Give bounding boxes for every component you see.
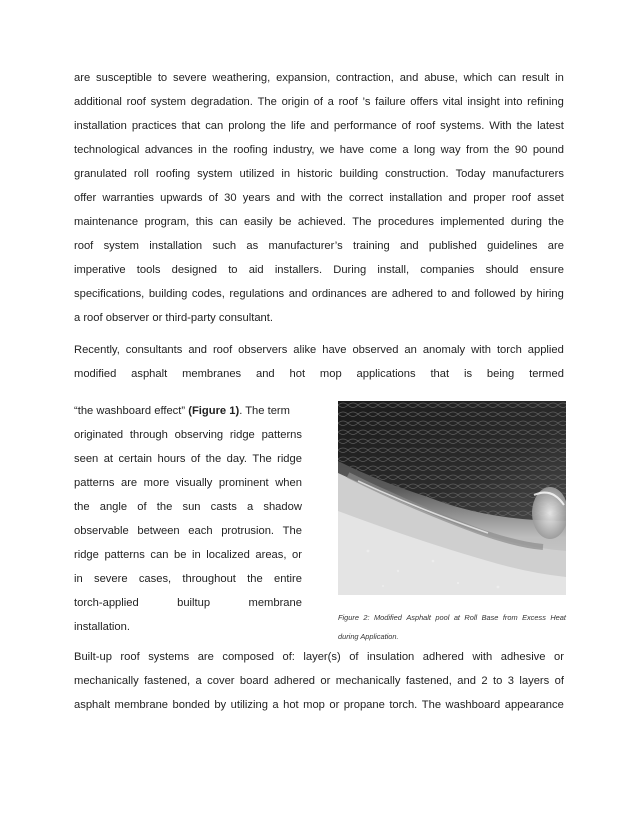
paragraph-line: in severe cases, throughout the entire (74, 573, 302, 585)
paragraph-line: mechanically fastened, a cover board adhered or mechanically fastened, and 2 to 3 layers of (74, 675, 564, 687)
paragraph-line (74, 399, 302, 423)
paragraph-line: originated through observing ridge patterns (74, 429, 302, 441)
intro-paragraph (74, 66, 564, 330)
paragraph-line: patterns are more visually prominent when (74, 477, 302, 489)
paragraph-line: torch-applied builtup membrane (74, 597, 302, 609)
paragraph-line: seen at certain hours of the day. The ridge (74, 453, 302, 465)
paragraph-line: Built-up roof systems are composed of: layer(s) of insulation adhered with adhesive or (74, 651, 564, 663)
figure-photo-asphalt-pool (338, 401, 566, 595)
paragraph-line: are susceptible to severe weathering, expansion, contraction, and abuse, which can result in (74, 72, 564, 84)
builtup-paragraph (74, 645, 564, 717)
paragraph-line: the angle of the sun casts a shadow (74, 501, 302, 513)
paragraph-line: modified asphalt membranes and hot mop applications that is being termed (74, 368, 564, 380)
paragraph-line: a roof observer or third-party consultant. (74, 312, 273, 324)
washboard-term-text: “the washboard effect” (74, 405, 186, 417)
washboard-term-tail: . The term (239, 405, 290, 417)
paragraph-line: observable between each protrusion. The (74, 525, 302, 537)
paragraph-line: granulated roll roofing system utilized in historic building construction. Today manufacturers (74, 168, 564, 180)
paragraph-line: installation practices that can prolong the life and performance of roof systems. With the latest (74, 120, 564, 132)
paragraph-line: roof system installation such as manufacturer’s training and published guidelines are (74, 240, 564, 252)
washboard-paragraph (74, 399, 302, 639)
recently-paragraph (74, 338, 564, 386)
figure-caption (338, 608, 566, 646)
caption-line: during Application. (338, 632, 399, 641)
paragraph-line: asphalt membrane bonded by utilizing a hot mop or propane torch. The washboard appearance (74, 699, 564, 711)
paragraph-line: Recently, consultants and roof observers alike have observed an anomaly with torch applied (74, 344, 564, 356)
paragraph-line: offer warranties upwards of 30 years and with the correct installation and proper roof asset (74, 192, 564, 204)
paragraph-line: additional roof system degradation. The origin of a roof ’s failure offers vital insight into refining (74, 96, 564, 108)
paragraph-line: technological advances in the roofing industry, we have come a long way from the 90 pound (74, 144, 564, 156)
washboard-lines (74, 423, 302, 639)
paragraph-line: ridge patterns can be in localized areas, or (74, 549, 302, 561)
paragraph-line: specifications, building codes, regulations and ordinances are adhered to and followed by hiring (74, 288, 564, 300)
paragraph-line: imperative tools designed to aid installers. During install, companies should ensure (74, 264, 564, 276)
figure-reference: (Figure 1) (188, 405, 240, 417)
paragraph-line: maintenance program, this can easily be achieved. The procedures implemented during the (74, 216, 564, 228)
paragraph-line: installation. (74, 621, 130, 633)
caption-line: Figure 2: Modified Asphalt pool at Roll Base from Excess Heat (338, 613, 566, 622)
asphalt-roll-photo (338, 401, 566, 595)
